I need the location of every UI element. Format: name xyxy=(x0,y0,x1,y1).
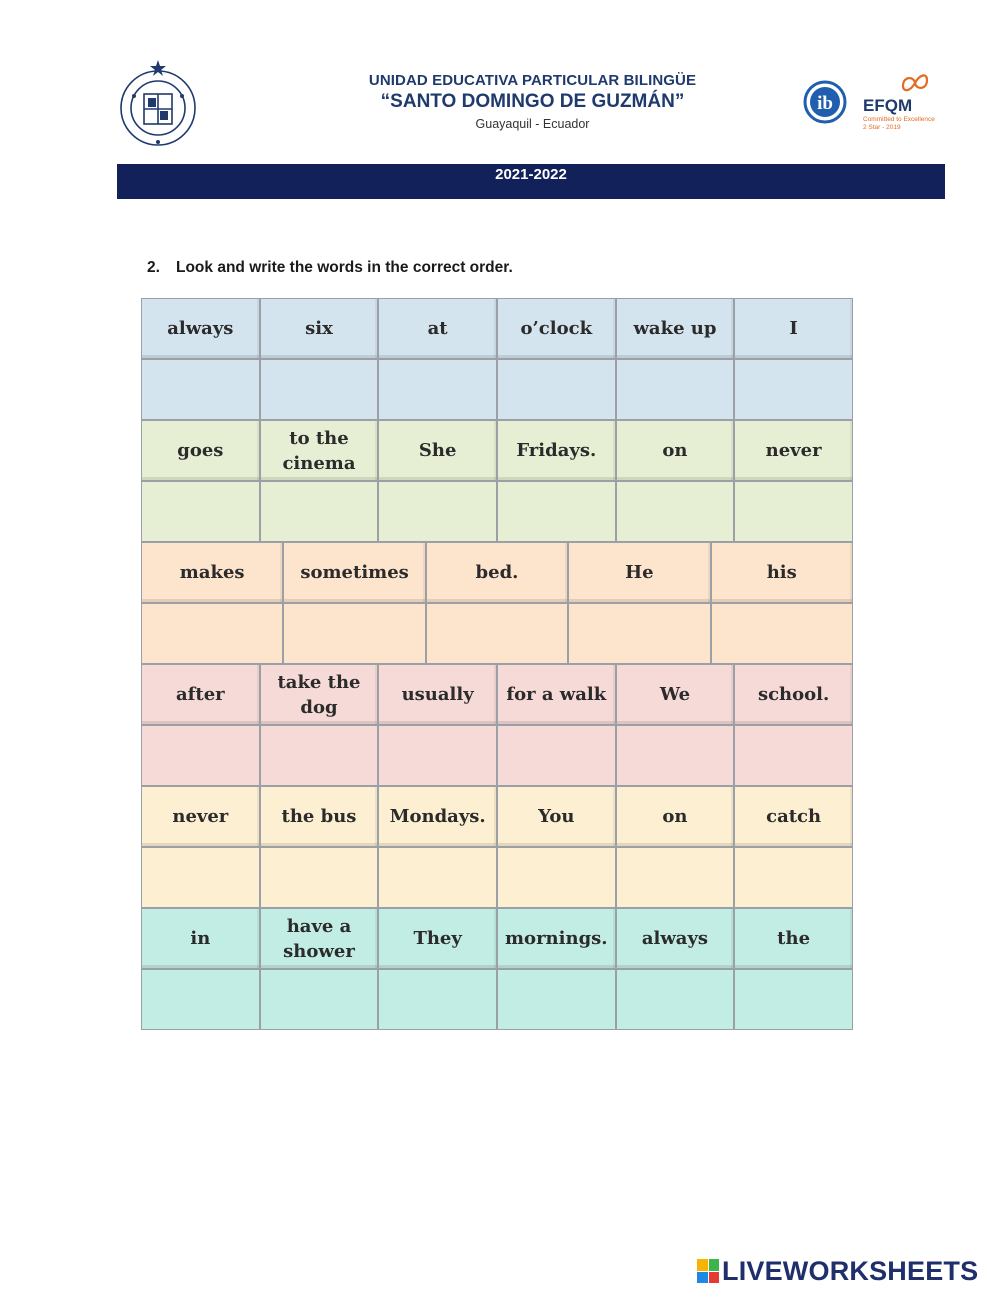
answer-box[interactable] xyxy=(497,725,616,786)
word-row xyxy=(141,542,853,603)
school-year-bar: 2021-2022 xyxy=(117,164,945,199)
answer-box[interactable] xyxy=(497,359,616,420)
answer-box[interactable] xyxy=(497,481,616,542)
ib-logo xyxy=(803,80,847,124)
answer-box[interactable] xyxy=(141,725,260,786)
answer-box[interactable] xyxy=(378,969,497,1030)
word-card: the xyxy=(734,908,853,969)
word-card: Mondays. xyxy=(378,786,497,847)
word-row xyxy=(141,908,853,969)
answer-box[interactable] xyxy=(616,481,735,542)
word-card: o’clock xyxy=(497,298,616,359)
answer-row xyxy=(141,725,853,786)
answer-box[interactable] xyxy=(497,969,616,1030)
answer-box[interactable] xyxy=(711,603,853,664)
word-card: to the cinema xyxy=(260,420,379,481)
school-name-line2: “SANTO DOMINGO DE GUZMÁN” xyxy=(380,91,685,112)
answer-box[interactable] xyxy=(426,603,568,664)
answer-box[interactable] xyxy=(616,359,735,420)
answer-row xyxy=(141,847,853,908)
word-card: take the dog xyxy=(260,664,379,725)
word-card: mornings. xyxy=(497,908,616,969)
word-row xyxy=(141,664,853,725)
liveworksheets-logo xyxy=(697,1256,978,1286)
answer-box[interactable] xyxy=(283,603,425,664)
word-card: never xyxy=(141,786,260,847)
answer-box[interactable] xyxy=(141,847,260,908)
word-row xyxy=(141,298,853,359)
word-order-grid xyxy=(141,298,853,1030)
answer-box[interactable] xyxy=(260,481,379,542)
word-card: Fridays. xyxy=(497,420,616,481)
school-location: Guayaquil - Ecuador xyxy=(475,117,590,131)
svg-text:ib: ib xyxy=(817,93,833,114)
answer-box[interactable] xyxy=(141,969,260,1030)
word-card: I xyxy=(734,298,853,359)
exercise-instruction xyxy=(147,259,513,277)
exercise-number: 2. xyxy=(147,259,160,276)
sentence-group xyxy=(141,786,853,908)
answer-box[interactable] xyxy=(734,481,853,542)
word-card: always xyxy=(141,298,260,359)
word-card: at xyxy=(378,298,497,359)
answer-box[interactable] xyxy=(378,847,497,908)
efqm-word: EFQM xyxy=(863,96,913,115)
efqm-sub-line2: 2 Star - 2019 xyxy=(863,123,901,131)
sentence-group xyxy=(141,542,853,664)
answer-box[interactable] xyxy=(378,481,497,542)
sentence-group xyxy=(141,298,853,420)
word-card: goes xyxy=(141,420,260,481)
answer-box[interactable] xyxy=(260,359,379,420)
word-card: She xyxy=(378,420,497,481)
answer-row xyxy=(141,481,853,542)
answer-row xyxy=(141,603,853,664)
word-card: have a shower xyxy=(260,908,379,969)
word-card: bed. xyxy=(426,542,568,603)
word-card: wake up xyxy=(616,298,735,359)
word-card: always xyxy=(616,908,735,969)
word-card: on xyxy=(616,420,735,481)
word-card: They xyxy=(378,908,497,969)
word-card: for a walk xyxy=(497,664,616,725)
efqm-infinity-icon xyxy=(900,72,930,94)
word-card: sometimes xyxy=(283,542,425,603)
school-name-block xyxy=(300,72,765,131)
answer-box[interactable] xyxy=(141,481,260,542)
answer-box[interactable] xyxy=(141,603,283,664)
word-card: You xyxy=(497,786,616,847)
answer-row xyxy=(141,359,853,420)
answer-box[interactable] xyxy=(734,969,853,1030)
efqm-sub-line1: Committed to Excellence xyxy=(863,116,935,123)
answer-box[interactable] xyxy=(616,725,735,786)
answer-box[interactable] xyxy=(734,359,853,420)
school-crest-logo xyxy=(114,58,202,150)
word-card: six xyxy=(260,298,379,359)
school-name-line1: UNIDAD EDUCATIVA PARTICULAR BILINGÜE xyxy=(368,72,697,89)
word-row xyxy=(141,420,853,481)
answer-box[interactable] xyxy=(378,725,497,786)
answer-box[interactable] xyxy=(378,359,497,420)
answer-row xyxy=(141,969,853,1030)
word-row xyxy=(141,786,853,847)
word-card: the bus xyxy=(260,786,379,847)
answer-box[interactable] xyxy=(734,725,853,786)
word-card: his xyxy=(711,542,853,603)
exercise-instruction-text: Look and write the words in the correct order. xyxy=(176,259,513,276)
answer-box[interactable] xyxy=(141,359,260,420)
liveworksheets-wordmark: LIVEWORKSHEETS xyxy=(722,1255,979,1286)
answer-box[interactable] xyxy=(497,847,616,908)
sentence-group xyxy=(141,664,853,786)
answer-box[interactable] xyxy=(734,847,853,908)
liveworksheets-icon xyxy=(697,1259,719,1283)
word-card: catch xyxy=(734,786,853,847)
sentence-group xyxy=(141,908,853,1030)
word-card: We xyxy=(616,664,735,725)
answer-box[interactable] xyxy=(616,847,735,908)
word-card: usually xyxy=(378,664,497,725)
word-card: never xyxy=(734,420,853,481)
word-card: in xyxy=(141,908,260,969)
efqm-logo xyxy=(862,72,952,138)
word-card: after xyxy=(141,664,260,725)
sentence-group xyxy=(141,420,853,542)
answer-box[interactable] xyxy=(260,847,379,908)
answer-box[interactable] xyxy=(260,969,379,1030)
word-card: on xyxy=(616,786,735,847)
word-card: makes xyxy=(141,542,283,603)
answer-box[interactable] xyxy=(616,969,735,1030)
word-card: school. xyxy=(734,664,853,725)
answer-box[interactable] xyxy=(568,603,710,664)
word-card: He xyxy=(568,542,710,603)
answer-box[interactable] xyxy=(260,725,379,786)
